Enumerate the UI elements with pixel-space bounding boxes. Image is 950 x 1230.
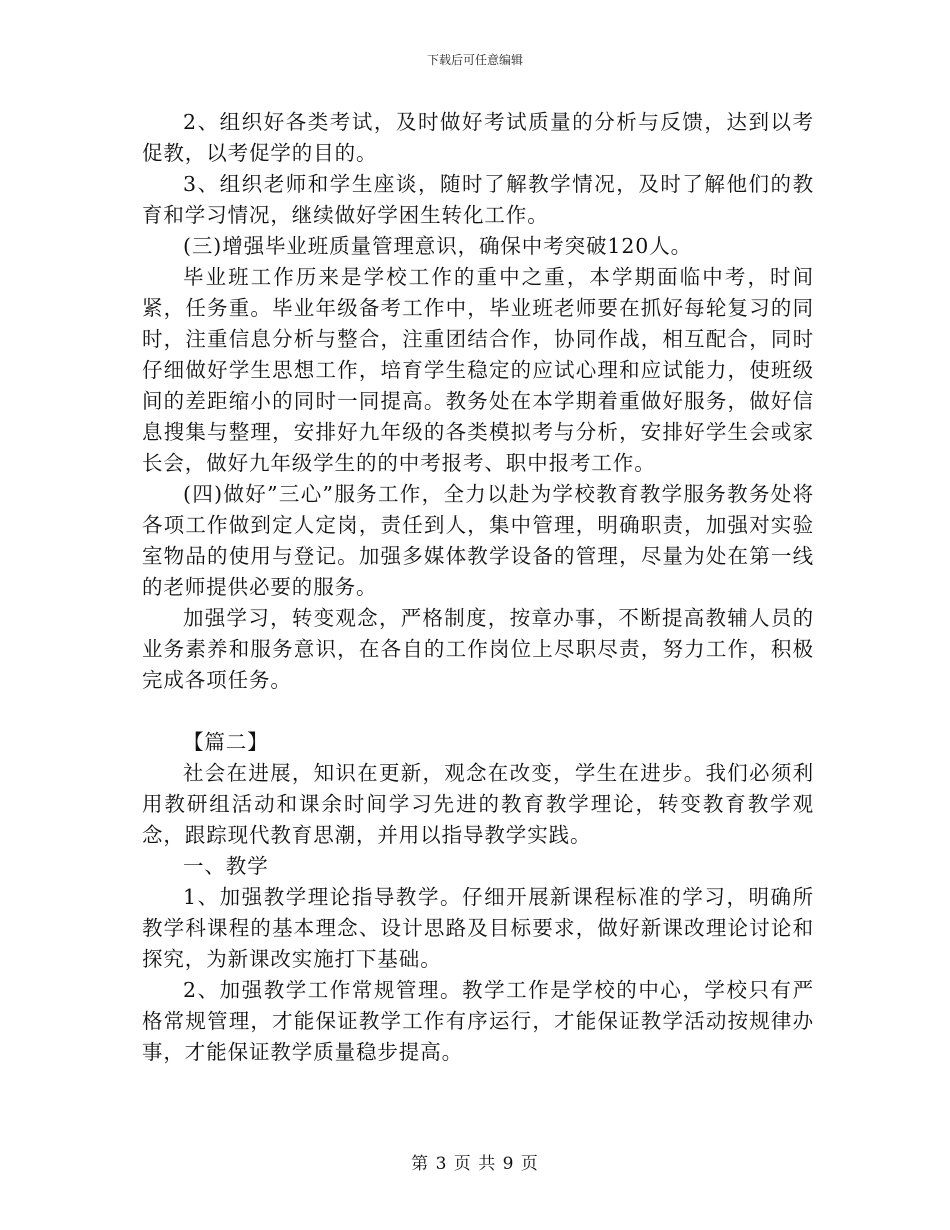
paragraph-graduating-class-work: 毕业班工作历来是学校工作的重中之重，本学期面临中考，时间紧，任务重。毕业年级备考工作中，毕业班老师要在抓好每轮复习的同时，注重信息分析与整合，注重团结合作，协同作战，相互配合，同时仔细做好学生思想工作，培育学生稳定的应试心理和应试能力，使班级间的差距缩小的同时一同提高。教务处在本学期着重做好服务，做好信息搜集与整理，安排好九年级的各类模拟考与分析，安排好学生会或家长会，做好九年级学生的的中考报考、职中报考工作。 bbox=[142, 265, 814, 475]
paragraph-teaching-routine: 2、加强教学工作常规管理。教学工作是学校的中心，学校只有严格常规管理，才能保证教学工作有序运行，才能保证教学活动按规律办事，才能保证教学质量稳步提高。 bbox=[142, 978, 814, 1064]
paragraph-teacher-student-meeting: 3、组织老师和学生座谈，随时了解教学情况，及时了解他们的教育和学习情况，继续做好学困生转化工作。 bbox=[142, 172, 814, 227]
section-title-part-two: 【篇二】 bbox=[183, 730, 269, 754]
document-body bbox=[142, 107, 814, 1068]
page-header: 下载后可任意编辑 bbox=[426, 53, 523, 67]
section-heading-graduating-class: (三)增强毕业班质量管理意识，确保中考突破120人。 bbox=[183, 234, 693, 258]
section-heading-three-hearts-service: (四)做好”三心”服务工作，全力以赴为学校教育教学服务教务处将各项工作做到定人定岗，责任到人，集中管理，明确职责，加强对实验室物品的使用与登记。加强多媒体教学设备的管理，尽量为处在第一线的老师提供必要的服务。 bbox=[142, 482, 814, 599]
page-number: 第 3 页 共 9 页 bbox=[411, 1154, 539, 1174]
paragraph-strengthen-learning: 加强学习，转变观念，严格制度，按章办事，不断提高教辅人员的业务素养和服务意识，在各自的工作岗位上尽职尽责，努力工作，积极完成各项任务。 bbox=[142, 606, 814, 692]
section-heading-teaching: 一、教学 bbox=[183, 854, 269, 878]
paragraph-teaching-theory: 1、加强教学理论指导教学。仔细开展新课程标准的学习，明确所教学科课程的基本理念、设计思路及目标要求，做好新课改理论讨论和探究，为新课改实施打下基础。 bbox=[142, 885, 814, 971]
paragraph-spacer bbox=[142, 696, 814, 727]
paragraph-society-progress: 社会在进展，知识在更新，观念在改变，学生在进步。我们必须利用教研组活动和课余时间学习先进的教育教学理论，转变教育教学观念，跟踪现代教育思潮，并用以指导教学实践。 bbox=[142, 761, 814, 847]
paragraph-exam-organization: 2、组织好各类考试，及时做好考试质量的分析与反馈，达到以考促教，以考促学的目的。 bbox=[142, 110, 814, 165]
